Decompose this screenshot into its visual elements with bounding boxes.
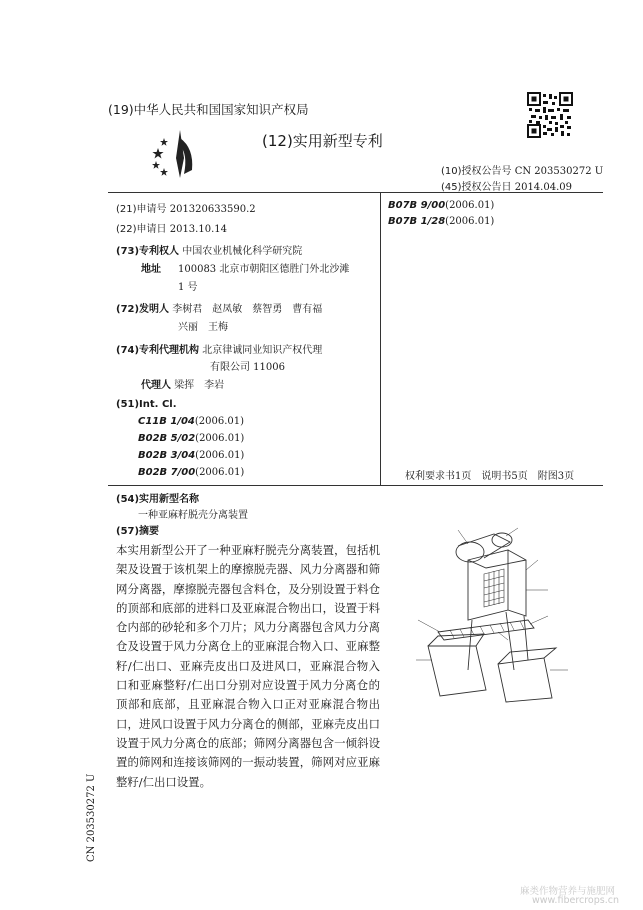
grant-date: 2014.04.09 (514, 182, 572, 193)
patentee: 中国农业机械化科学研究院 (182, 246, 303, 257)
int-cl-label: (51)Int. Cl. (116, 399, 177, 410)
biblio-rule (108, 485, 603, 486)
grant-number: CN 203530272 U (514, 166, 604, 177)
int-cl-version: (2006.01) (195, 433, 245, 444)
address-line-2: 1 号 (178, 282, 198, 293)
agency-label: (74)专利代理机构 (116, 345, 200, 356)
abstract-text: 本实用新型公开了一种亚麻籽脱壳分离装置，包括机架及设置于该机架上的摩擦脱壳器、风力分离器和筛网分离器，摩擦脱壳器包含料仓，及分别设置于料仓的顶部和底部的进料口及亚麻混合物出口，设置于料仓内部的砂轮和多个刀片；风力分离器包含风力分离仓及设置于风力分离仓上的亚麻混合物入口、亚麻整籽/仁出口、亚麻壳皮出口及进风口，亚麻混合物入口和亚麻整籽/仁出口分别对应设置于风力分离仓的顶部和底部，且亚麻混合物入口正对亚麻混合物出口，进风口设置于风力分离仓的侧部，亚麻壳皮出口设置于风力分离仓的底部；筛网分离器包含一倾斜设置的筛网和连接该筛网的一振动装置，筛网对应亚麻整籽/仁出口设置。 (116, 543, 380, 789)
inventors-line-1: 李树君 赵凤敏 蔡智勇 曹有福 (172, 304, 323, 315)
int-cl-code: B07B 1/28 (388, 216, 446, 227)
int-cl-entry (388, 200, 494, 211)
agency-line-2: 有限公司 11006 (210, 362, 285, 373)
int-cl-code: B02B 3/04 (138, 450, 196, 461)
patentee-label: (73)专利权人 (116, 246, 180, 257)
agency-row (116, 341, 322, 356)
int-cl-version: (2006.01) (194, 416, 245, 427)
pages-note: 权利要求书1页 说明书5页 附图3页 (405, 471, 575, 482)
column-divider (380, 193, 381, 485)
header-rule (108, 192, 603, 193)
utility-model-title: 一种亚麻籽脱壳分离装置 (138, 510, 248, 521)
application-date: 2013.10.14 (169, 224, 227, 235)
inventors-label: (72)发明人 (116, 304, 170, 315)
int-cl-entry (138, 433, 244, 444)
int-cl-entry (138, 467, 244, 478)
grant-date-row (441, 178, 572, 193)
int-cl-version: (2006.01) (195, 467, 245, 478)
document-type: (12)实用新型专利 (262, 132, 383, 150)
watermark-text: 麻类作物营养与施肥网 (520, 886, 616, 897)
application-number-label: (21)申请号 (116, 204, 167, 215)
int-cl-code: C11B 1/04 (138, 416, 195, 427)
watermark-url: www.fibercrops.cn (532, 895, 619, 906)
int-cl-code: B02B 5/02 (138, 433, 196, 444)
grant-date-label: (45)授权公告日 (441, 182, 512, 193)
inventors-row (116, 300, 322, 315)
agent: 梁挥 李岩 (174, 380, 225, 391)
address-label: 地址 (141, 264, 161, 275)
int-cl-entry (388, 216, 494, 227)
agency-line-1: 北京律诚同业知识产权代理 (202, 345, 323, 356)
int-cl-version: (2006.01) (195, 450, 245, 461)
int-cl-entry (138, 416, 244, 427)
application-number-row (116, 200, 256, 215)
agent-label: 代理人 (141, 380, 171, 391)
agent-row (141, 376, 224, 391)
application-date-row (116, 220, 227, 235)
qr-code-icon (527, 92, 573, 138)
inventors-line-2: 兴丽 王梅 (178, 322, 228, 333)
grant-number-label: (10)授权公告号 (441, 166, 512, 177)
int-cl-version: (2006.01) (445, 216, 495, 227)
cnipa-emblem-icon (150, 128, 210, 180)
apparatus-drawing (398, 520, 598, 710)
patentee-row (116, 242, 302, 257)
int-cl-version: (2006.01) (445, 200, 495, 211)
application-date-label: (22)申请日 (116, 224, 167, 235)
grant-number-row (441, 162, 603, 177)
int-cl-entry (138, 450, 244, 461)
side-publication-number: CN 203530272 U (86, 773, 97, 862)
address-line-1: 100083 北京市朝阳区德胜门外北沙滩 (178, 264, 350, 275)
title-label: (54)实用新型名称 (116, 494, 200, 505)
abstract-label: (57)摘要 (116, 526, 160, 537)
int-cl-code: B07B 9/00 (388, 200, 446, 211)
office-name: (19)中华人民共和国国家知识产权局 (108, 102, 309, 117)
int-cl-code: B02B 7/00 (138, 467, 196, 478)
application-number: 201320633590.2 (169, 204, 256, 215)
